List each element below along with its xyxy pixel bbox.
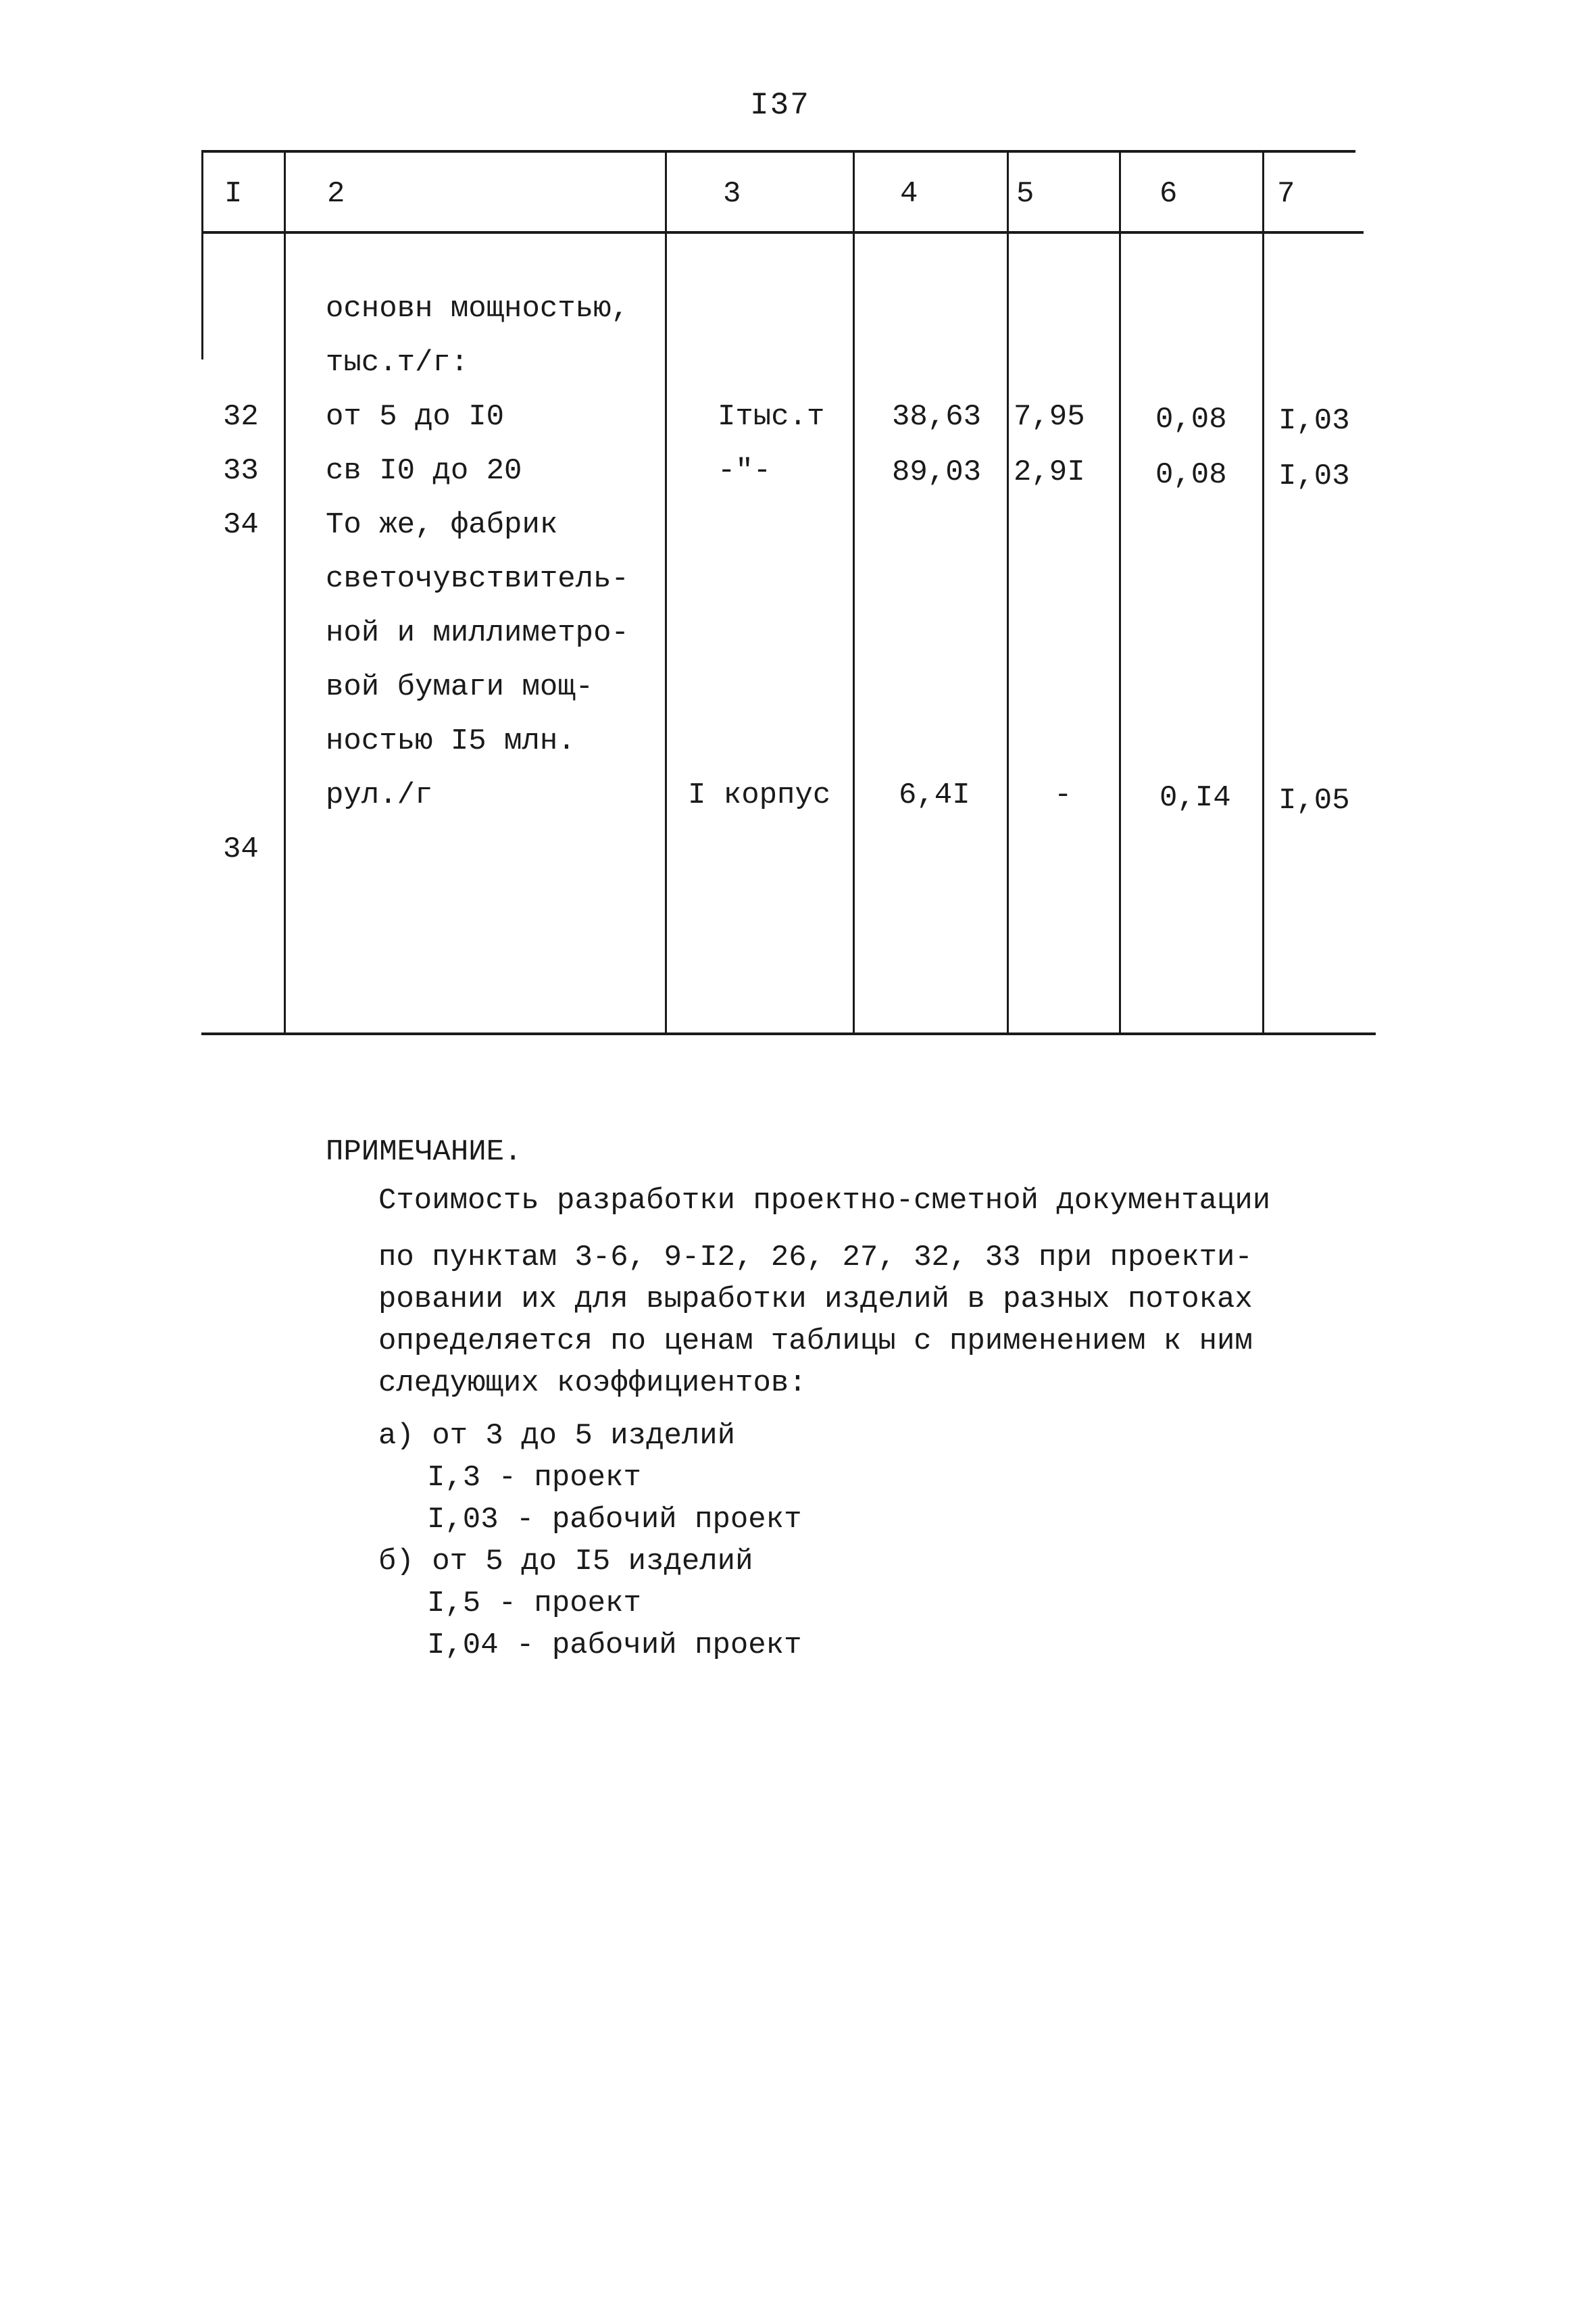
note-line: определяется по ценам таблицы с применением к ним [378, 1324, 1253, 1358]
header-cell-4: 4 [900, 177, 918, 211]
table-vline-4 [853, 150, 855, 1035]
value-cell-6: 0,08 [1155, 403, 1227, 437]
header-cell-3: 3 [723, 177, 741, 211]
value-cell-7: I,03 [1278, 459, 1350, 493]
note-list-item: I,3 - проект [427, 1461, 641, 1495]
value-cell-5: 2,9I [1014, 455, 1085, 489]
header-cell-5: 5 [1016, 177, 1034, 211]
table-top-border [201, 150, 1355, 153]
value-cell-6: 0,08 [1155, 458, 1227, 492]
value-cell-5: - [1054, 778, 1072, 812]
value-cell-4: 89,03 [892, 455, 982, 489]
unit-cell: -"- [718, 454, 772, 488]
header-cell-6: 6 [1159, 177, 1178, 211]
table-vline-5 [1007, 150, 1009, 1035]
note-list-item: I,5 - проект [427, 1587, 641, 1620]
note-list-item: а) от 3 до 5 изделий [378, 1419, 736, 1453]
description-line: от 5 до I0 [326, 400, 505, 434]
note-line: по пунктам 3-6, 9-I2, 26, 27, 32, 33 при проекти- [378, 1241, 1253, 1274]
description-line: То же, фабрик [326, 508, 558, 542]
page-number: I37 [750, 88, 810, 123]
table-header-bottom-border [201, 231, 1364, 234]
table-vline-6 [1119, 150, 1121, 1035]
header-cell-1: I [224, 177, 243, 211]
row-number: 33 [223, 454, 259, 488]
note-line: ровании их для выработки изделий в разных потоках [378, 1283, 1253, 1316]
description-line: ностью I5 млн. [326, 724, 576, 758]
table-vline-7 [1262, 150, 1264, 1035]
description-line: основн мощностью, [326, 292, 629, 326]
note-list-item: б) от 5 до I5 изделий [378, 1545, 753, 1578]
description-line: тыс.т/г: [326, 346, 469, 380]
description-line: рул./г [326, 778, 433, 812]
value-cell-4: 6,4I [899, 778, 970, 812]
table-bottom-border [201, 1032, 1376, 1035]
value-cell-7: I,03 [1278, 404, 1350, 438]
note-line: Стоимость разработки проектно-сметной документации [378, 1184, 1271, 1218]
table-vline-1 [201, 150, 203, 359]
header-cell-7: 7 [1277, 177, 1295, 211]
note-title: ПРИМЕЧАНИЕ. [326, 1135, 522, 1169]
value-cell-5: 7,95 [1014, 400, 1085, 434]
table-vline-3 [665, 150, 667, 1035]
description-line: вой бумаги мощ- [326, 670, 594, 704]
note-list-item: I,04 - рабочий проект [427, 1628, 802, 1662]
note-line: следующих коэффициентов: [378, 1366, 807, 1400]
header-cell-2: 2 [327, 177, 345, 211]
row-number: 34 [223, 832, 259, 866]
value-cell-7: I,05 [1278, 784, 1350, 818]
note-list-item: I,03 - рабочий проект [427, 1503, 802, 1537]
table-vline-2 [284, 150, 286, 1035]
description-line: ной и миллиметро- [326, 616, 629, 650]
description-line: св I0 до 20 [326, 454, 522, 488]
value-cell-4: 38,63 [892, 400, 982, 434]
value-cell-6: 0,I4 [1159, 781, 1231, 815]
row-number: 32 [223, 400, 259, 434]
unit-cell: Iтыс.т [718, 400, 825, 434]
description-line: светочувствитель- [326, 562, 629, 596]
row-number: 34 [223, 508, 259, 542]
unit-cell: I корпус [688, 778, 831, 812]
